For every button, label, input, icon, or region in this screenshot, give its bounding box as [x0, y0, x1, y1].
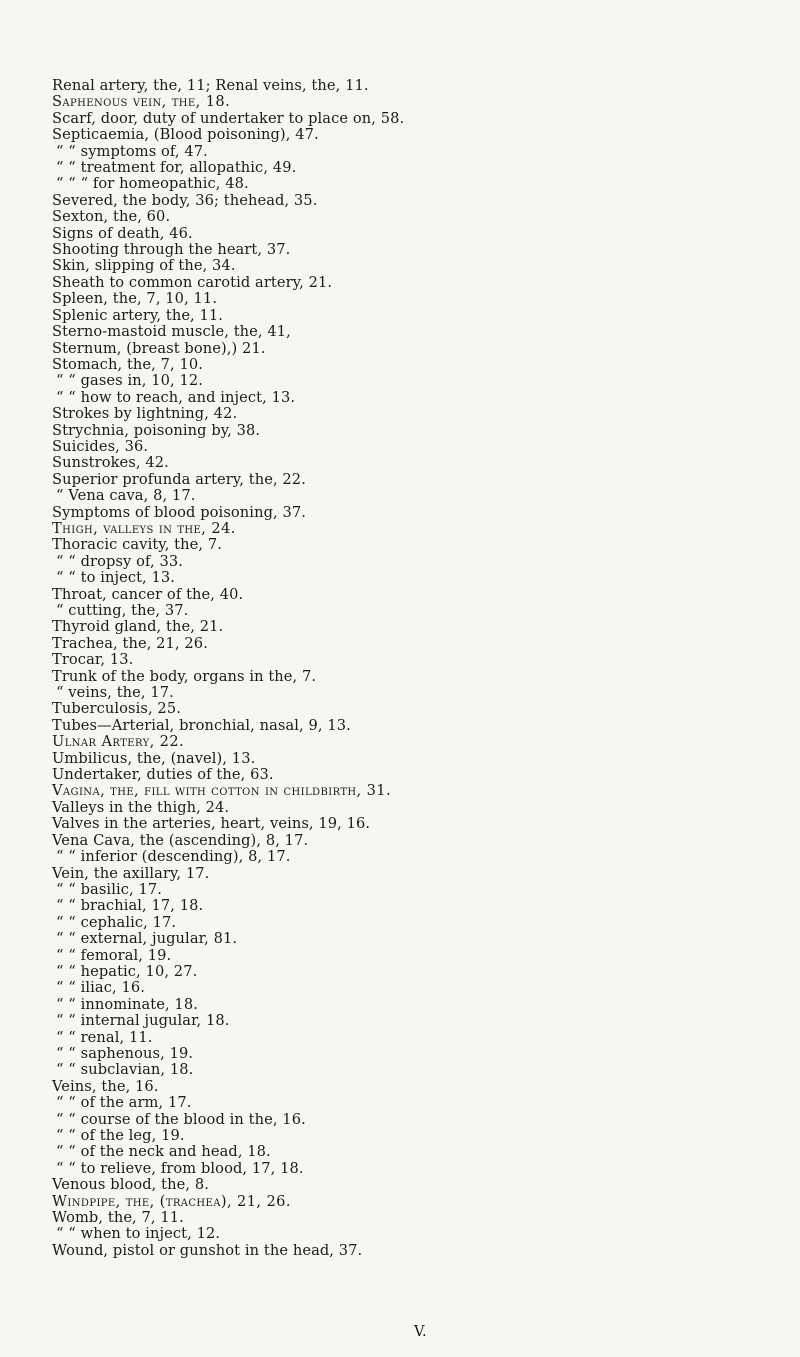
index-entry: Spleen, the, 7, 10, 11. — [52, 290, 218, 308]
index-entry: Septicaemia, (Blood poisoning), 47. — [52, 126, 319, 144]
index-entry: “ “ to relieve, from blood, 17, 18. — [56, 1159, 304, 1177]
index-entry: “ “ hepatic, 10, 27. — [56, 962, 198, 980]
index-list — [52, 78, 772, 1259]
index-entry: “ “ subclavian, 18. — [56, 1061, 194, 1079]
index-entry: Strychnia, poisoning by, 38. — [52, 421, 261, 439]
index-entry: “ “ symptoms of, 47. — [56, 142, 208, 160]
index-entry: “ “ of the neck and head, 18. — [56, 1143, 271, 1161]
index-entry: “ “ brachial, 17, 18. — [56, 897, 204, 915]
index-entry: “ “ of the leg, 19. — [56, 1127, 185, 1144]
index-entry: Veins, the, 16. — [52, 1077, 159, 1095]
index-entry: Ulnar Artery, 22. — [52, 733, 185, 751]
index-entry: “ “ internal jugular, 18. — [56, 1012, 230, 1030]
index-entry: Sunstrokes, 42. — [52, 454, 169, 472]
index-entry: Thigh, valleys in the, 24. — [52, 519, 236, 537]
index-entry: “ “ cephalic, 17. — [56, 913, 177, 931]
index-entry: Tuberculosis, 25. — [52, 700, 181, 718]
index-entry: “ “ “ for homeopathic, 48. — [56, 175, 249, 193]
index-entry: Valleys in the thigh, 24. — [52, 798, 230, 816]
index-entry: Trocar, 13. — [52, 651, 134, 669]
index-entry: “ “ femoral, 19. — [56, 946, 172, 964]
index-entry: Vena Cava, the (ascending), 8, 17. — [52, 831, 309, 849]
index-entry: Scarf, door, duty of undertaker to place on, 58. — [52, 109, 405, 127]
index-entry: Womb, the, 7, 11. — [52, 1209, 184, 1227]
index-entry: Stomach, the, 7, 10. — [52, 355, 203, 373]
index-entry: Suicides, 36. — [52, 437, 149, 455]
index-entry: Throat, cancer of the, 40. — [52, 585, 244, 603]
index-entry: Thoracic cavity, the, 7. — [52, 536, 222, 554]
page-number: V. — [414, 1323, 427, 1340]
index-entry: Sheath to common carotid artery, 21. — [52, 273, 333, 291]
index-entry: “ “ treatment for, allopathic, 49. — [56, 159, 297, 177]
index-entry: Sterno-mastoid muscle, the, 41, — [52, 323, 291, 341]
index-entry: “ “ external, jugular, 81. — [56, 930, 238, 948]
index-entry: “ “ iliac, 16. — [56, 979, 145, 997]
index-entry: Shooting through the heart, 37. — [52, 241, 291, 259]
index-entry: Splenic artery, the, 11. — [52, 306, 224, 324]
index-entry: Vagina, the, fill with cotton in childbirth, 31. — [52, 782, 391, 800]
index-entry: Skin, slipping of the, 34. — [52, 257, 236, 275]
index-entry: “ “ to inject, 13. — [56, 569, 176, 587]
index-entry: Vein, the axillary, 17. — [52, 864, 210, 882]
index-entry: “ “ dropsy of, 33. — [56, 552, 183, 570]
index-entry: Strokes by lightning, 42. — [52, 405, 238, 423]
index-entry: Venous blood, the, 8. — [52, 1176, 209, 1194]
index-entry: “ Vena cava, 8, 17. — [56, 487, 196, 505]
index-entry: Severed, the body, 36; thehead, 35. — [52, 191, 318, 209]
index-entry: “ veins, the, 17. — [56, 684, 174, 702]
index-entry: Renal artery, the, 11; Renal veins, the, 11. — [52, 77, 369, 94]
index-entry: “ “ renal, 11. — [56, 1028, 153, 1046]
index-entry: “ “ basilic, 17. — [56, 880, 162, 898]
index-entry: Signs of death, 46. — [52, 224, 193, 242]
index-entry: Trachea, the, 21, 26. — [52, 634, 208, 652]
index-entry: “ “ innominate, 18. — [56, 995, 198, 1013]
index-entry: Sternum, (breast bone),) 21. — [52, 339, 266, 357]
index-entry: “ “ of the arm, 17. — [56, 1094, 192, 1112]
index-entry: Windpipe, the, (trachea), 21, 26. — [52, 1192, 291, 1210]
index-entry: Superior profunda artery, the, 22. — [52, 470, 306, 488]
index-entry: “ “ how to reach, and inject, 13. — [56, 388, 296, 406]
index-entry: “ “ when to inject, 12. — [56, 1225, 221, 1243]
index-entry: “ “ gases in, 10, 12. — [56, 372, 203, 390]
index-entry: Saphenous vein, the, 18. — [52, 93, 231, 111]
index-entry: “ “ saphenous, 19. — [56, 1044, 194, 1062]
index-entry: Wound, pistol or gunshot in the head, 37. — [52, 1241, 363, 1259]
index-entry: Thyroid gland, the, 21. — [52, 618, 224, 636]
index-entry: Undertaker, duties of the, 63. — [52, 766, 274, 784]
index-entry: Sexton, the, 60. — [52, 208, 171, 226]
index-entry: “ “ inferior (descending), 8, 17. — [56, 848, 291, 866]
index-entry: Umbilicus, the, (navel), 13. — [52, 749, 256, 767]
index-entry: Valves in the arteries, heart, veins, 19, 16. — [52, 815, 371, 833]
index-entry: “ cutting, the, 37. — [56, 602, 189, 619]
index-entry: Symptoms of blood poisoning, 37. — [52, 503, 306, 521]
index-entry: “ “ course of the blood in the, 16. — [56, 1110, 306, 1128]
index-entry: Tubes—Arterial, bronchial, nasal, 9, 13. — [52, 716, 351, 734]
index-entry: Trunk of the body, organs in the, 7. — [52, 667, 317, 685]
